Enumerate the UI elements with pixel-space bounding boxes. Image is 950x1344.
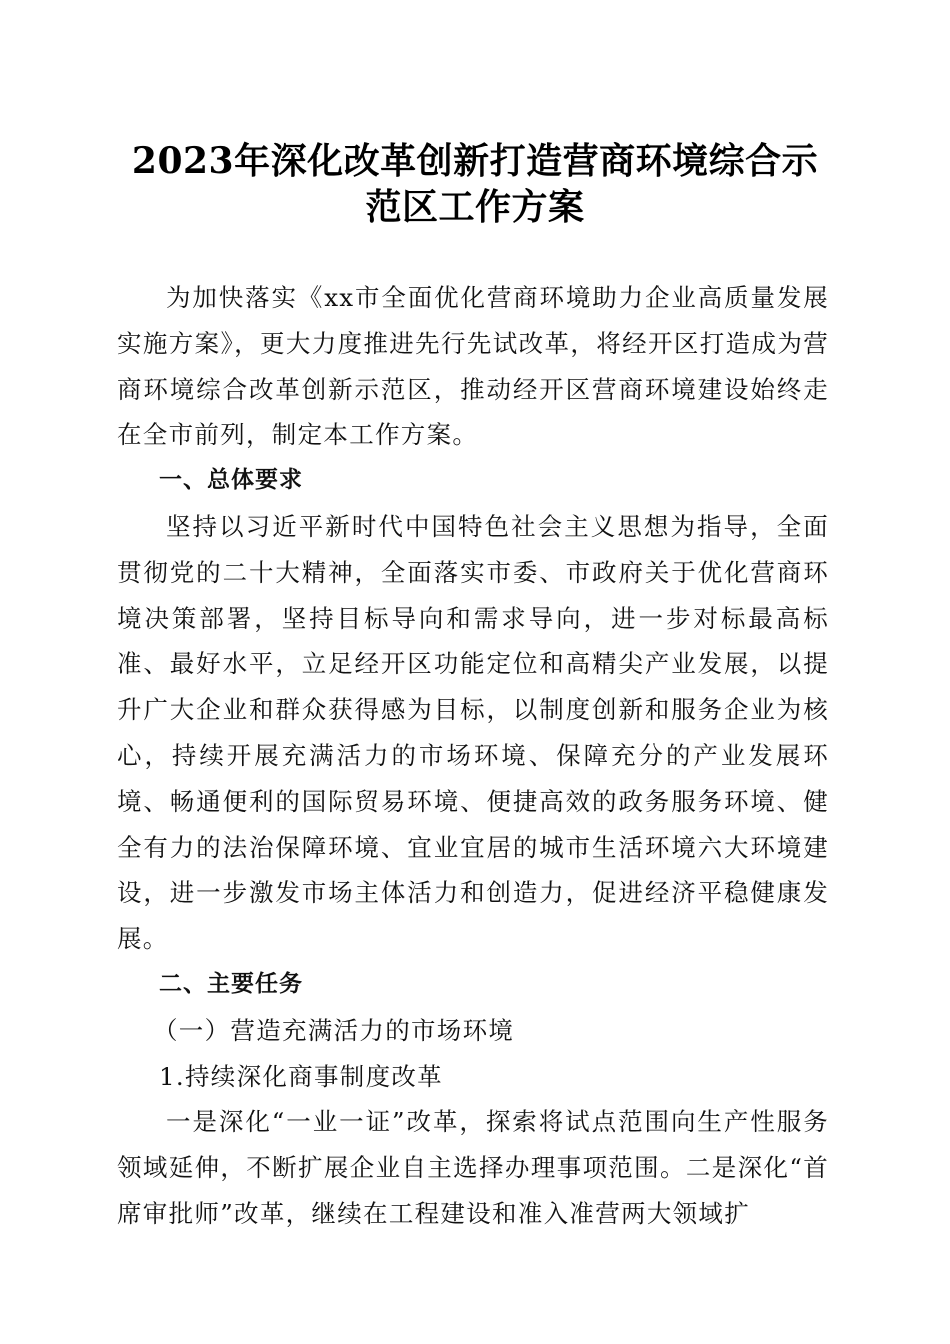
item-heading-commercial-reform: 1.持续深化商事制度改革 bbox=[159, 1061, 443, 1091]
general-requirements-paragraph: 坚持以习近平新时代中国特色社会主义思想为指导，全面贯彻党的二十大精神，全面落实市委、市政府关于优化营商环境决策部署，坚持目标导向和需求导向，进一步对标最高标准、最好水平，立足经开区功能定位和高精尖产业发展，以提升广大企业和群众获得感为目标，以制度创新和服务企业为核心，持续开展充满活力的市场环境、保障充分的产业发展环境、畅通便利的国际贸易环境、便捷高效的政务服务环境、健全有力的法治保障环境、宜业宜居的城市生活环境六大环境建设，进一步激发市场主体活力和创造力，促进经济平稳健康发展。 bbox=[117, 511, 829, 954]
intro-paragraph: 为加快落实《xx市全面优化营商环境助力企业高质量发展实施方案》，更大力度推进先行先试改革，将经开区打造成为营商环境综合改革创新示范区，推动经开区营商环境建设始终走在全市前列，制定本工作方案。 bbox=[117, 283, 829, 450]
commercial-reform-paragraph: 一是深化“一业一证”改革，探索将试点范围向生产性服务领域延伸，不断扩展企业自主选择办理事项范围。二是深化“首席审批师”改革，继续在工程建设和准入准营两大领域扩 bbox=[117, 1107, 830, 1228]
subsection-heading-market-environment: （一）营造充满活力的市场环境 bbox=[153, 1015, 515, 1045]
document-body bbox=[117, 275, 829, 1237]
section-heading-general-requirements: 一、总体要求 bbox=[159, 467, 303, 494]
section-heading-main-tasks: 二、主要任务 bbox=[159, 970, 303, 997]
document-title: 2023年深化改革创新打造营商环境综合示范区工作方案 bbox=[131, 140, 819, 228]
